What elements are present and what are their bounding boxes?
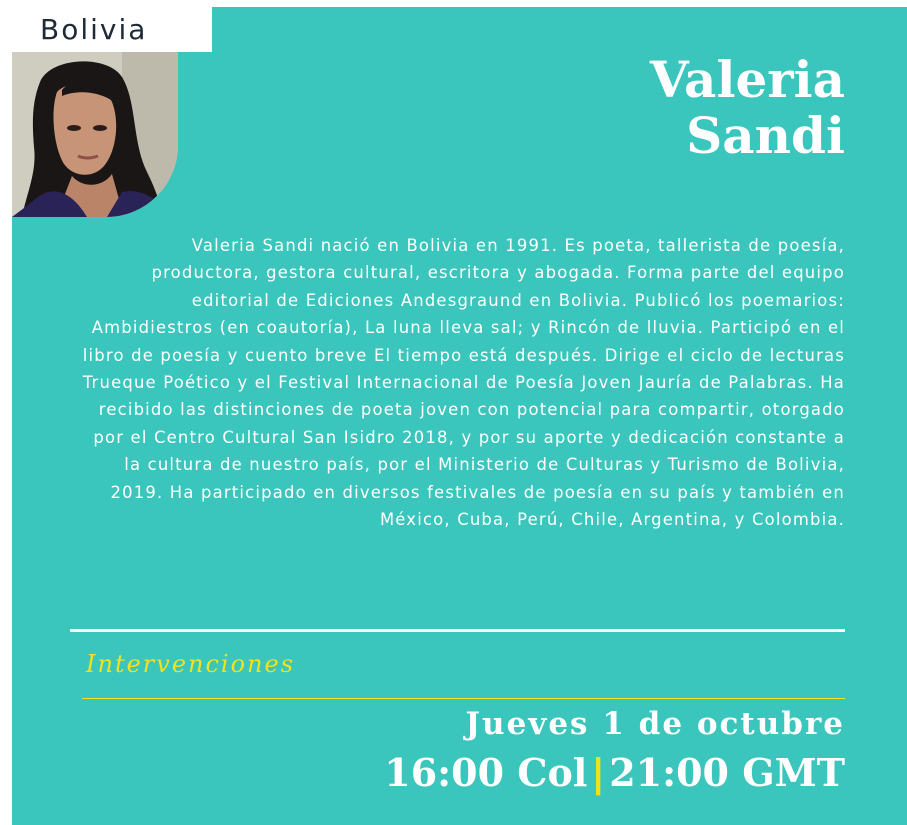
event-time (384, 750, 845, 795)
country-label: Bolivia (12, 7, 212, 52)
poet-bio: Valeria Sandi nació en Bolivia en 1991. Es poeta, tallerista de poesía, productora, gestora cultural, escritora y abogada. Forma parte del equipo editorial de Ediciones Andesgraund en Bolivia. Publicó los poemarios: Ambidiestros (en coautoría), La luna lleva sal; y Rincón de lluvia. Participó en el libro de poesía y cuento breve El tiempo está después. Dirige el ciclo de lecturas Trueque Poético y el Festival Internacional de Poesía Joven Jauría de Palabras. Ha recibido las distinciones de poeta joven con potencial para compartir, otorgado por el Centro Cultural San Isidro 2018, y por su aporte y dedicación constante a la cultura de nuestro país, por el Ministerio de Culturas y Turismo de Bolivia, 2019. Ha participado en diversos festivales de poesía en su país y también en México, Cuba, Perú, Chile, Argentina, y Colombia. (82, 236, 845, 530)
divider (70, 629, 845, 632)
poet-name (650, 52, 845, 164)
time-gmt: 21:00 GMT (609, 750, 845, 795)
poet-last-name: Sandi (686, 106, 845, 165)
accent-divider (82, 698, 845, 699)
time-separator: | (591, 751, 606, 795)
time-colombia: 16:00 Col (384, 750, 588, 795)
poet-photo (12, 52, 178, 217)
poet-first-name: Valeria (649, 50, 845, 109)
event-date: Jueves 1 de octubre (465, 706, 845, 742)
section-label: Intervenciones (86, 650, 296, 678)
